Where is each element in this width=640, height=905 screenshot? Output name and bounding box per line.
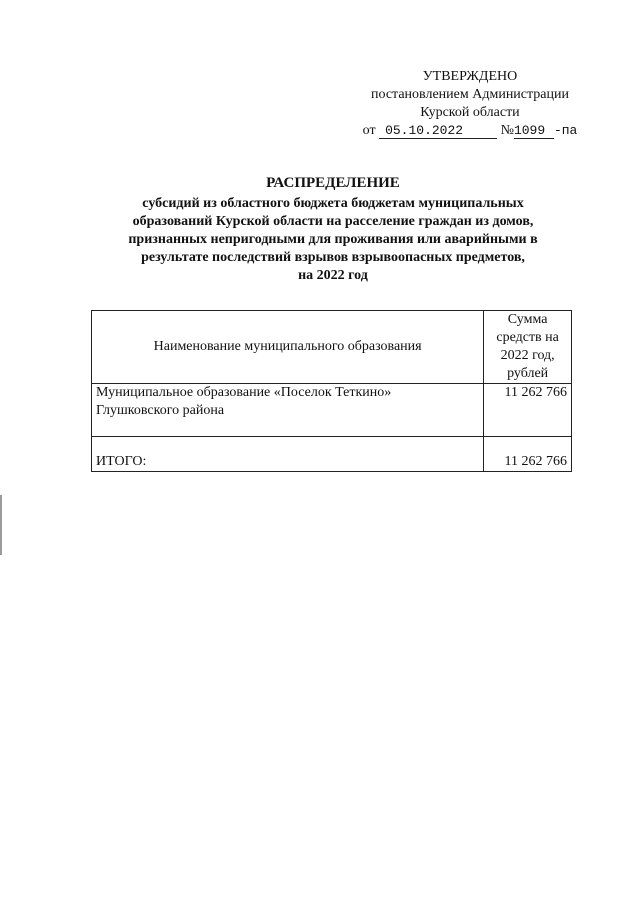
municipality-name-line: Муниципальное образование «Поселок Теткино» [96,385,392,400]
total-amount: 11 262 766 [484,437,572,472]
table-header-row [92,311,572,384]
order-details [340,122,600,140]
order-number-suffix: -па [553,123,578,138]
header-municipality: Наименование муниципального образования [92,311,484,384]
municipality-name-line: Глушковского района [96,403,225,418]
title-line: признанных непригодными для проживания или аварийными в [128,232,538,247]
header-amount-line: рублей [507,366,549,381]
municipality-name [92,384,484,437]
title-line: результате последствий взрывов взрывоопасных предметов, [141,250,525,265]
municipality-amount: 11 262 766 [484,384,572,437]
scan-edge-mark [0,495,2,555]
header-amount-line: средств на [496,330,559,345]
header-amount-line: 2022 год, [500,348,555,363]
number-prefix: № [500,123,514,138]
header-amount [484,311,572,384]
approval-heading: УТВЕРЖДЕНО [422,69,518,84]
title-line: на 2022 год [298,268,368,283]
table-row [92,384,572,437]
order-date: 05.10.2022 [379,123,497,139]
header-amount-line: Сумма [507,312,548,327]
total-label: ИТОГО: [92,437,484,472]
distribution-table [91,310,572,472]
order-number: 1099 [514,123,554,139]
approval-authority: постановлением Администрации [371,87,569,102]
approval-stamp [340,68,600,140]
date-prefix: от [362,123,376,138]
approval-region: Курской области [420,105,520,120]
title-line: субсидий из областного бюджета бюджетам муниципальных [142,196,524,211]
title-line: образований Курской области на расселение граждан из домов, [132,214,534,229]
total-row [92,437,572,472]
document-title [100,174,566,285]
title-main: РАСПРЕДЕЛЕНИЕ [266,175,400,191]
